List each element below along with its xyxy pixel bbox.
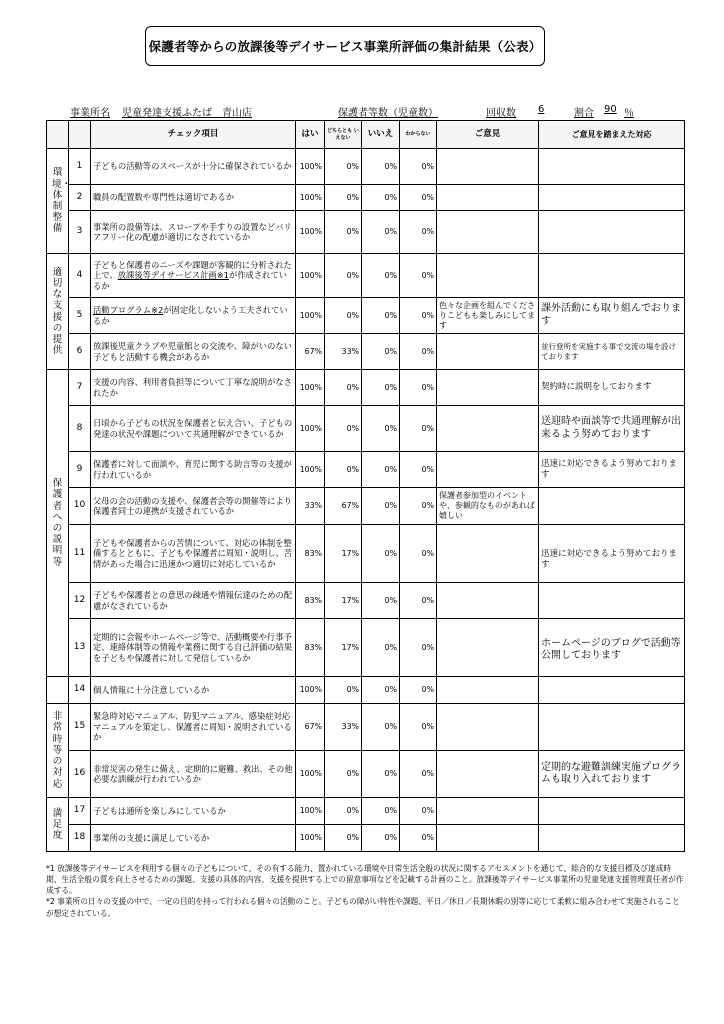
neither-pct: 0% [325,370,362,406]
check-item: 子どもは通所を楽しみにしているか [91,798,296,825]
no-pct: 0% [362,370,400,406]
response [539,704,685,751]
no-pct: 0% [362,452,400,488]
opinion [437,825,539,852]
opinion [437,254,539,298]
collected-label: 回収数 [486,108,516,119]
unknown-pct: 0% [400,254,437,298]
neither-pct: 0% [325,149,362,185]
response [539,825,685,852]
footnote-1: *1 放課後等デイサービスを利用する個々の子どもについて、その有する能力、置かれている環境や日常生活全般の状況に関するアセスメントを通じて、総合的な支援目標及び達成時期、生活全般の質を向上させるための課題、支援の具体的内容、支援を提供する上での留意事項などを記載する計画のこと。放課後等デイサービス事業所の児童発達支援管理責任者が作成する。 [46,864,684,896]
check-item: 日頃から子どもの状況を保護者と伝え合い、子どもの発達の状況や課題について共通理解ができているか [91,406,296,452]
response: 契約時に説明をしております [539,370,685,406]
check-item: 事業所の支援に満足しているか [91,825,296,852]
table-row [47,488,685,525]
opinion [437,370,539,406]
neither-pct: 0% [325,298,362,334]
no-pct: 0% [362,583,400,619]
neither-pct: 17% [325,583,362,619]
collected-count: 6 [538,104,545,115]
category-support: 適切な支援の提供 [47,254,69,370]
header-check-item: チェック項目 [91,121,296,149]
neither-pct: 0% [325,254,362,298]
response [539,583,685,619]
no-pct: 0% [362,619,400,677]
table-row [47,583,685,619]
check-item: 活動プログラム※2が固定化しないよう工夫されているか [91,298,296,334]
yes-pct: 100% [296,254,325,298]
unknown-pct: 0% [400,677,437,704]
unknown-pct: 0% [400,488,437,525]
yes-pct: 83% [296,583,325,619]
yes-pct: 100% [296,751,325,798]
neither-pct: 0% [325,677,362,704]
table-row [47,619,685,677]
footnote-2: *2 事業所の日々の支援の中で、一定の目的を持って行われる個々の活動のこと。子どもの障がい特性や課題、平日／休日／長期休暇の別等に応じて柔軟に組み合わせて実施されることが想定されている。 [46,897,680,918]
header-opinion: ご意見 [437,121,539,149]
opinion [437,704,539,751]
response [539,798,685,825]
yes-pct: 100% [296,149,325,185]
row-number: 13 [69,619,91,677]
opinion [437,525,539,583]
header-unknown: わからない [400,121,437,149]
unknown-pct: 0% [400,149,437,185]
opinion [437,406,539,452]
neither-pct: 0% [325,185,362,211]
neither-pct: 0% [325,825,362,852]
evaluation-table [46,120,685,852]
unknown-pct: 0% [400,406,437,452]
row-number: 14 [69,677,91,704]
table-row [47,525,685,583]
table-row [47,452,685,488]
row-number: 11 [69,525,91,583]
table-row [47,298,685,334]
table-row [47,370,685,406]
opinion [437,149,539,185]
opinion: 保護者参加型のイベントや、参観的なものがあれば嬉しい [437,488,539,525]
neither-pct: 0% [325,406,362,452]
no-pct: 0% [362,254,400,298]
opinion [437,185,539,211]
check-item: 子どもの活動等のスペースが十分に確保されているか [91,149,296,185]
neither-pct: 17% [325,619,362,677]
table-row [47,751,685,798]
office-label: 事業所名 [70,108,110,119]
check-item: 定期的に会報やホームページ等で、活動概要や行事予定、連絡体制等の情報や業務に関する自己評価の結果を子どもや保護者に対して発信しているか [91,619,296,677]
table-row [47,677,685,704]
unknown-pct: 0% [400,583,437,619]
category-environment: 環境・体制整備 [47,149,69,254]
response [539,254,685,298]
yes-pct: 100% [296,211,325,254]
yes-pct: 33% [296,488,325,525]
yes-pct: 100% [296,798,325,825]
neither-pct: 0% [325,751,362,798]
opinion [437,452,539,488]
yes-pct: 100% [296,452,325,488]
no-pct: 0% [362,751,400,798]
opinion [437,211,539,254]
no-pct: 0% [362,704,400,751]
table-row [47,798,685,825]
opinion [437,334,539,370]
neither-pct: 67% [325,488,362,525]
category-emergency: 非常時等の対応 [47,704,69,798]
table-row [47,185,685,211]
response: ホームページのブログで活動等公開しております [539,619,685,677]
yes-pct: 100% [296,370,325,406]
ratio-label: 割合 [574,108,594,119]
table-row [47,254,685,298]
opinion [437,798,539,825]
table-row [47,211,685,254]
ratio-unit: ％ [624,108,634,119]
no-pct: 0% [362,525,400,583]
table-row [47,334,685,370]
row-number: 6 [69,334,91,370]
table-row [47,149,685,185]
check-item: 保護者に対して面談や、育児に関する助言等の支援が行われているか [91,452,296,488]
header-response: ご意見を踏まえた対応 [539,121,685,149]
response [539,149,685,185]
table-row [47,825,685,852]
yes-pct: 100% [296,825,325,852]
ratio-value: 90 [604,104,617,115]
response [539,488,685,525]
no-pct: 0% [362,211,400,254]
response [539,677,685,704]
unknown-pct: 0% [400,619,437,677]
category-satisfaction: 満足度 [47,798,69,852]
response: 定期的な避難訓練実施プログラムも取り入れております [539,751,685,798]
check-item: 子どもや保護者との意思の疎通や情報伝達のための配慮がなされているか [91,583,296,619]
no-pct: 0% [362,298,400,334]
neither-pct: 0% [325,211,362,254]
unknown-pct: 0% [400,452,437,488]
unknown-pct: 0% [400,525,437,583]
row-number: 7 [69,370,91,406]
check-item: 父母の会の活動の支援や、保護者会等の開催等により保護者同士の連携が支援されているか [91,488,296,525]
category-explanation: 保護者への説明等 [47,370,69,677]
check-item: 非常災害の発生に備え、定期的に避難、救出、その他必要な訓練が行われているか [91,751,296,798]
row-number: 9 [69,452,91,488]
no-pct: 0% [362,825,400,852]
yes-pct: 67% [296,334,325,370]
row-number: 1 [69,149,91,185]
check-item: 子どもと保護者のニーズや課題が客観的に分析された上で、放課後等デイサービス計画※1が作成されているか [91,254,296,298]
check-item: 個人情報に十分注意しているか [91,677,296,704]
unknown-pct: 0% [400,298,437,334]
no-pct: 0% [362,406,400,452]
check-item: 支援の内容、利用者負担等について丁寧な説明がなされたか [91,370,296,406]
table-row [47,406,685,452]
neither-pct: 33% [325,334,362,370]
no-pct: 0% [362,798,400,825]
check-item: 職員の配置数や専門性は適切であるか [91,185,296,211]
response: 迅速に対応できるよう努めております [539,452,685,488]
row-number: 5 [69,298,91,334]
office-name: 児童発達支援ふたば 青山店 [122,108,252,119]
neither-pct: 0% [325,452,362,488]
table-row [47,704,685,751]
unknown-pct: 0% [400,798,437,825]
yes-pct: 100% [296,298,325,334]
response: 迅速に対応できるよう努めております [539,525,685,583]
row-number: 18 [69,825,91,852]
no-pct: 0% [362,149,400,185]
row-number: 4 [69,254,91,298]
no-pct: 0% [362,677,400,704]
response [539,185,685,211]
yes-pct: 67% [296,704,325,751]
row-number: 17 [69,798,91,825]
yes-pct: 100% [296,677,325,704]
neither-pct: 33% [325,704,362,751]
plan-footnote-link: 放課後等デイサービス計画※1 [117,270,229,281]
neither-pct: 0% [325,798,362,825]
no-pct: 0% [362,334,400,370]
page-title: 保護者等からの放課後等デイサービス事業所評価の集計結果（公表） [145,26,545,66]
row-number: 8 [69,406,91,452]
program-footnote-link: 活動プログラム※2 [93,305,164,316]
guardian-count-label: 保護者等数（児童数） [338,108,438,119]
unknown-pct: 0% [400,185,437,211]
response: 送迎時や面談等で共通理解が出来るよう努めております [539,406,685,452]
header-neither: どちらとも いえない [325,121,362,149]
table-header-row [47,121,685,149]
row-number: 16 [69,751,91,798]
response [539,211,685,254]
no-pct: 0% [362,185,400,211]
header-no: いいえ [362,121,400,149]
opinion [437,583,539,619]
check-item: 放課後児童クラブや児童館との交流や、障がいのない子どもと活動する機会があるか [91,334,296,370]
check-item: 緊急時対応マニュアル、防犯マニュアル、感染症対応マニュアルを策定し、保護者に周知・説明されているか [91,704,296,751]
opinion: 色々な企画を組んでくださりこどもも楽しみにしてます [437,298,539,334]
unknown-pct: 0% [400,370,437,406]
response: 課外活動にも取り組んでおります [539,298,685,334]
row-number: 12 [69,583,91,619]
opinion [437,751,539,798]
row-number: 2 [69,185,91,211]
row-number: 10 [69,488,91,525]
unknown-pct: 0% [400,825,437,852]
yes-pct: 83% [296,525,325,583]
opinion [437,619,539,677]
unknown-pct: 0% [400,704,437,751]
unknown-pct: 0% [400,334,437,370]
yes-pct: 83% [296,619,325,677]
opinion [437,677,539,704]
check-item: 子どもや保護者からの苦情について、対応の体制を整備するとともに、子どもや保護者に周知・説明し、苦情があった場合に迅速かつ適切に対応しているか [91,525,296,583]
unknown-pct: 0% [400,751,437,798]
response: 並行登所を実施する事で交流の場を設けております [539,334,685,370]
check-item: 事業所の設備等は、スロープや手すりの設置などバリアフリー化の配慮が適切になされているか [91,211,296,254]
yes-pct: 100% [296,185,325,211]
yes-pct: 100% [296,406,325,452]
row-number: 15 [69,704,91,751]
header-yes: はい [296,121,325,149]
no-pct: 0% [362,488,400,525]
unknown-pct: 0% [400,211,437,254]
neither-pct: 17% [325,525,362,583]
footnotes [46,863,686,919]
row-number: 3 [69,211,91,254]
